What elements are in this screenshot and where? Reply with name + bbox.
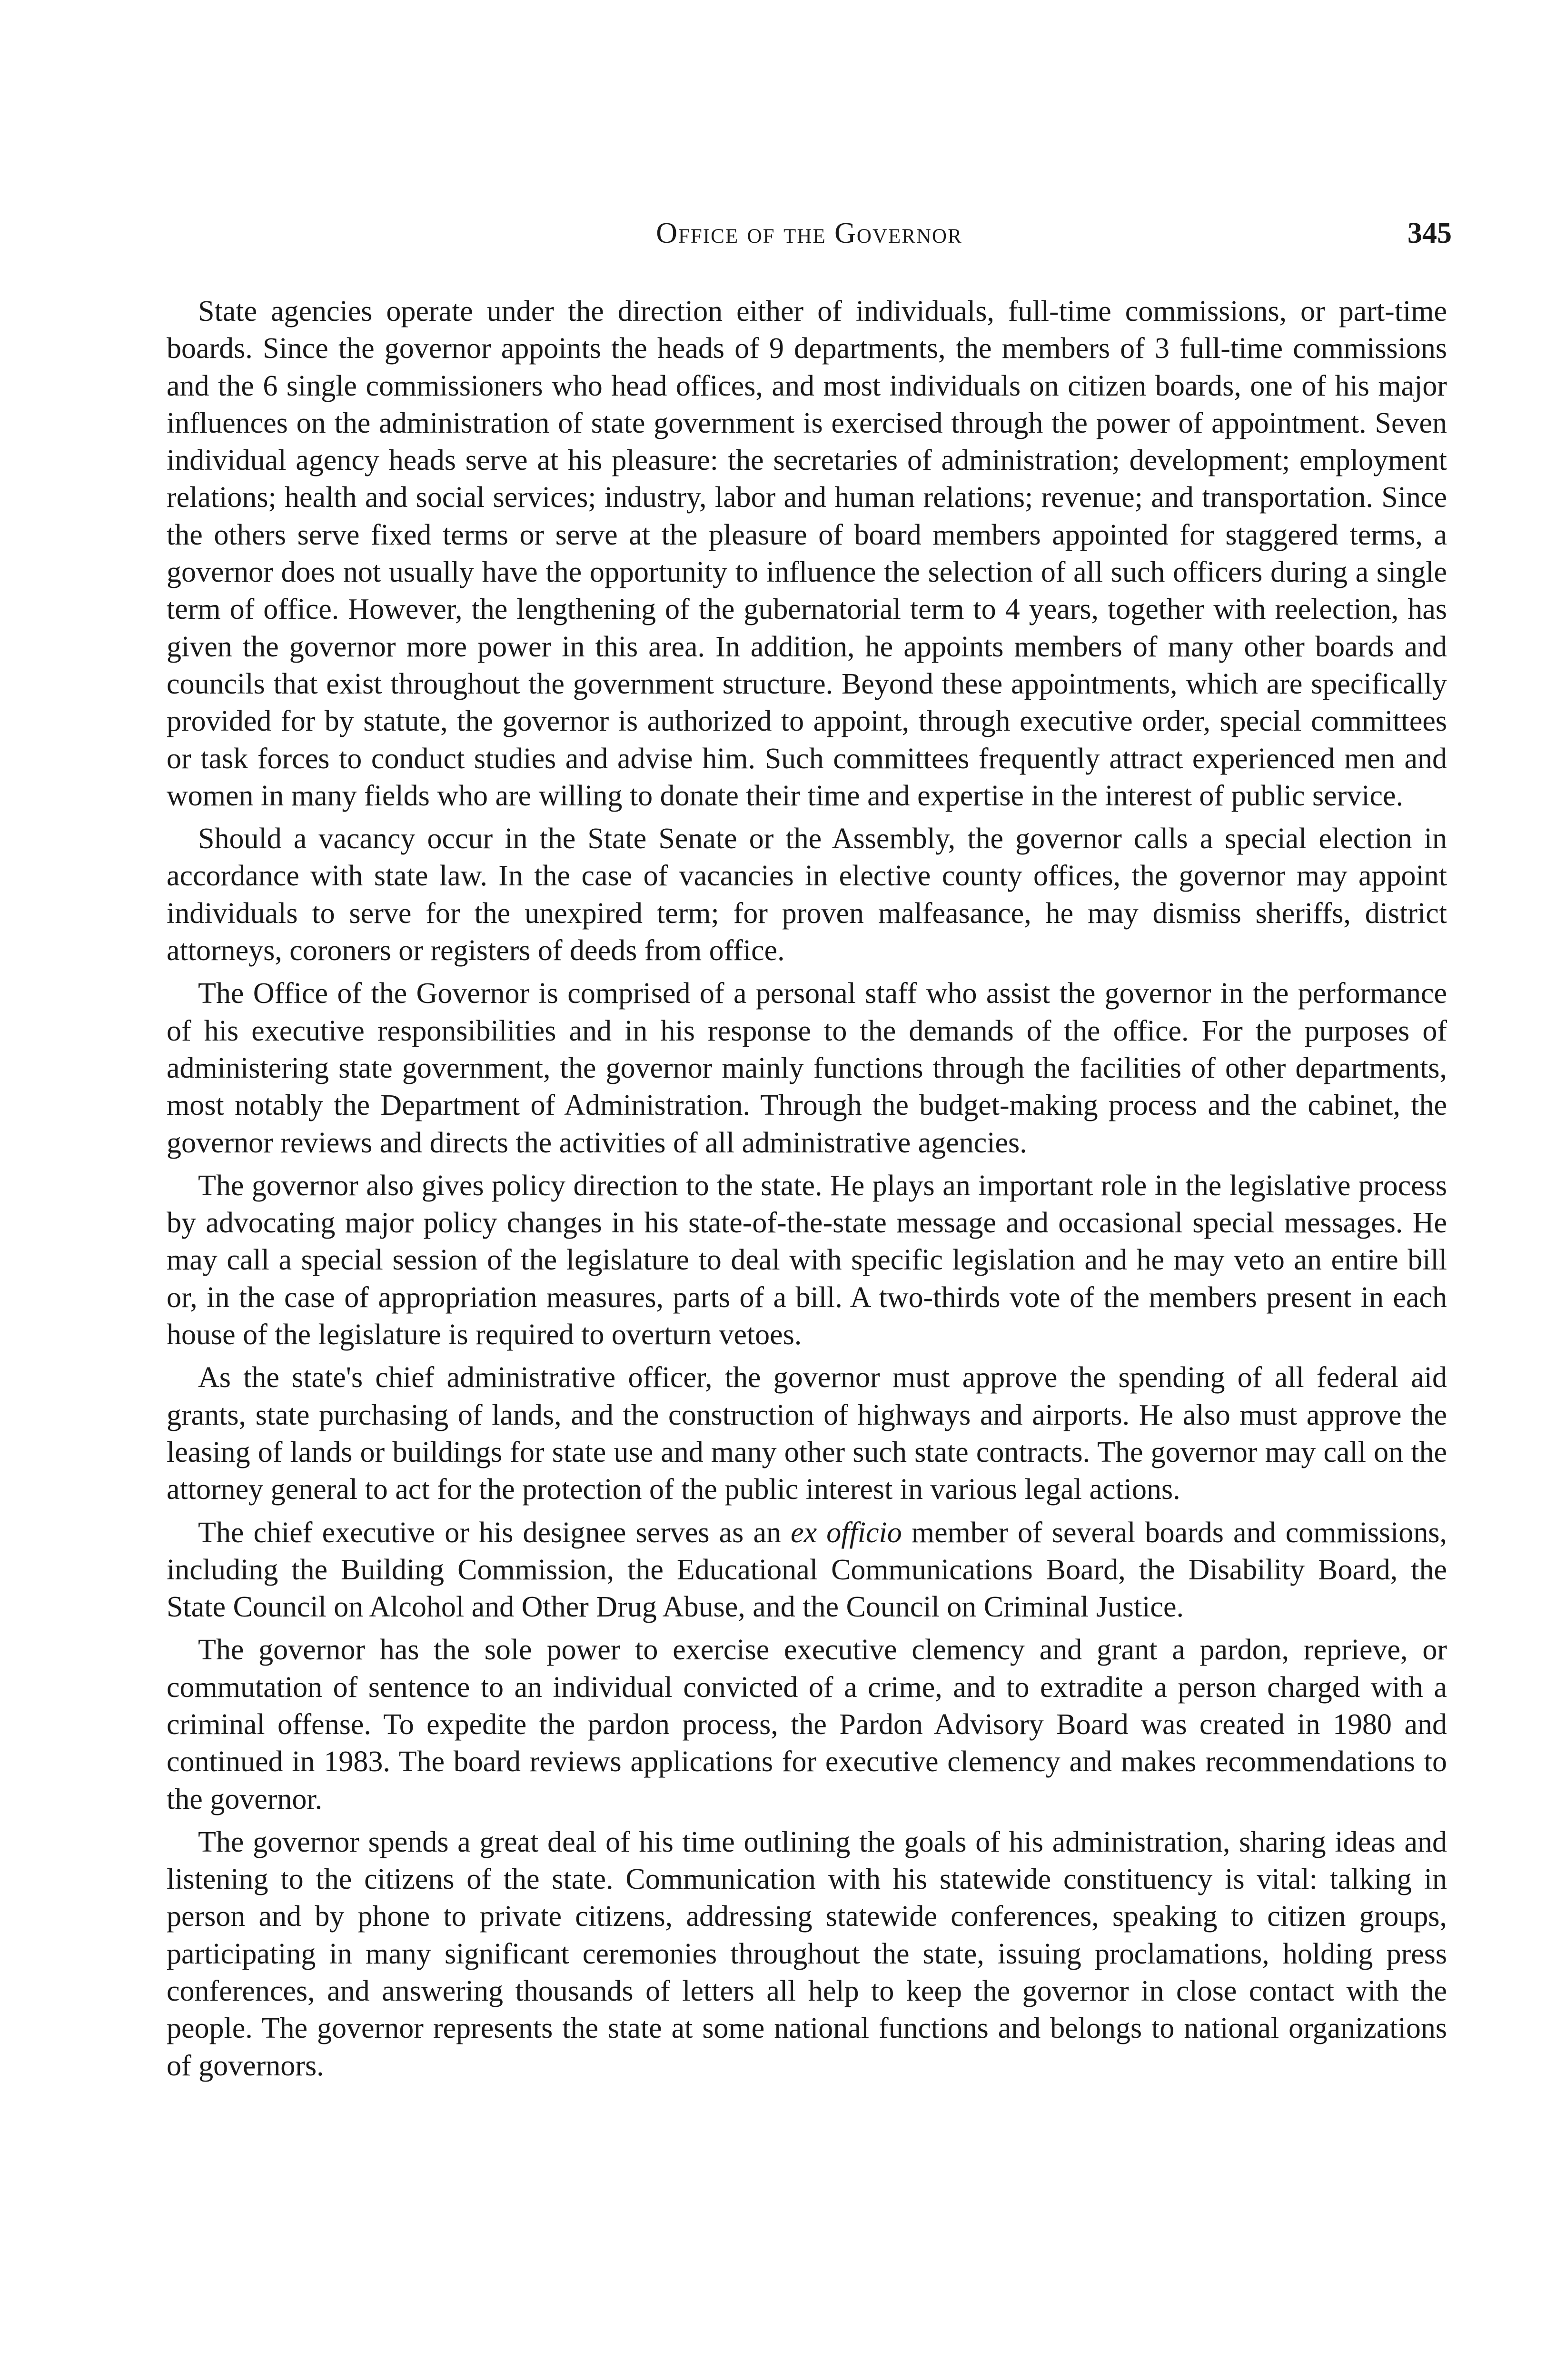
paragraph-appointments: State agencies operate under the direction either of individuals, full-time commissions, or part-time boards. Since the governor appoints the heads of 9 departments, the members of 3 full-time commissions and the 6 single commissioners who head offices, and most individuals on citizen boards, one of his major influences on the administration of state government is exercised through the power of appointment. Seven individual agency heads serve at his pleasure: the secretaries of administration; development; employment relations; health and social services; industry, labor and human relations; revenue; and transportation. Since the others serve fixed terms or serve at the pleasure of board members appointed for staggered terms, a governor does not usually have the opportunity to influence the selection of all such officers during a single term of office. However, the lengthening of the gubernatorial term to 4 years, together with reelection, has given the governor more power in this area. In addition, he appoints members of many other boards and councils that exist throughout the government structure. Beyond these appointments, which are specifically provided for by statute, the governor is authorized to appoint, through executive order, special committees or task forces to conduct studies and advise him. Such committees frequently attract experienced men and women in many fields who are willing to donate their time and expertise in the interest of public service. <box>167 295 1447 812</box>
running-title: Office of the Governor <box>656 217 962 249</box>
ex-officio-lead: The chief executive or his designee serves as an <box>198 1516 791 1549</box>
ex-officio-term: ex officio <box>791 1516 902 1549</box>
running-head <box>167 214 1452 252</box>
paragraph-vacancies: Should a vacancy occur in the State Senate or the Assembly, the governor calls a special election in accordance with state law. In the case of vacancies in elective county offices, the governor may appoint individuals to serve for the unexpired term; for proven malfeasance, he may dismiss sheriffs, district attorneys, coroners or registers of deeds from office. <box>167 823 1447 967</box>
paragraph-communication: The governor spends a great deal of his time outlining the goals of his administration, sharing ideas and listening to the citizens of the state. Communication with his statewide constituency is vital: talking in person and by phone to private citizens, addressing statewide conferences, speaking to citizen groups, participating in many significant ceremonies throughout the state, issuing proclamations, holding press conferences, and answering thousands of letters all help to keep the governor in close contact with the people. The governor represents the state at some national functions and belongs to national organizations of governors. <box>167 1825 1447 2082</box>
paragraph-chief-administrative-officer: As the state's chief administrative officer, the governor must approve the spending of all federal aid grants, state purchasing of lands, and the construction of highways and airports. He also must approve the leasing of lands or buildings for state use and many other such state contracts. The governor may call on the attorney general to act for the protection of the public interest in various legal actions. <box>167 1361 1447 1506</box>
paragraph-policy-direction: The governor also gives policy direction to the state. He plays an important role in the legislative process by advocating major policy changes in his state-of-the-state message and occasional special messages. He may call a special session of the legislature to deal with specific legislation and he may veto an entire bill or, in the case of appropriation measures, parts of a bill. A two-thirds vote of the members present in each house of the legislature is required to overturn vetoes. <box>167 1169 1447 1351</box>
paragraph-ex-officio <box>167 1514 1447 1626</box>
ex-officio-rest: member of several boards and commissions, including the Building Commission, the Educational Communications Board, the Disability Board, the State Council on Alcohol and Other Drug Abuse, and the Council on Criminal Justice. <box>167 1516 1447 1624</box>
paragraph-clemency: The governor has the sole power to exercise executive clemency and grant a pardon, reprieve, or commutation of sentence to an individual convicted of a crime, and to extradite a person charged with a criminal offense. To expedite the pardon process, the Pardon Advisory Board was created in 1980 and continued in 1983. The board reviews applications for executive clemency and makes recommendations to the governor. <box>167 1634 1447 1815</box>
paragraph-office-staff: The Office of the Governor is comprised of a personal staff who assist the governor in the performance of his executive responsibilities and in his response to the demands of the office. For the purposes of administering state government, the governor mainly functions through the facilities of other departments, most notably the Department of Administration. Through the budget-making process and the cabinet, the governor reviews and directs the activities of all administrative agencies. <box>167 977 1447 1159</box>
body-text <box>167 293 1447 2090</box>
page-number: 345 <box>1407 217 1452 249</box>
